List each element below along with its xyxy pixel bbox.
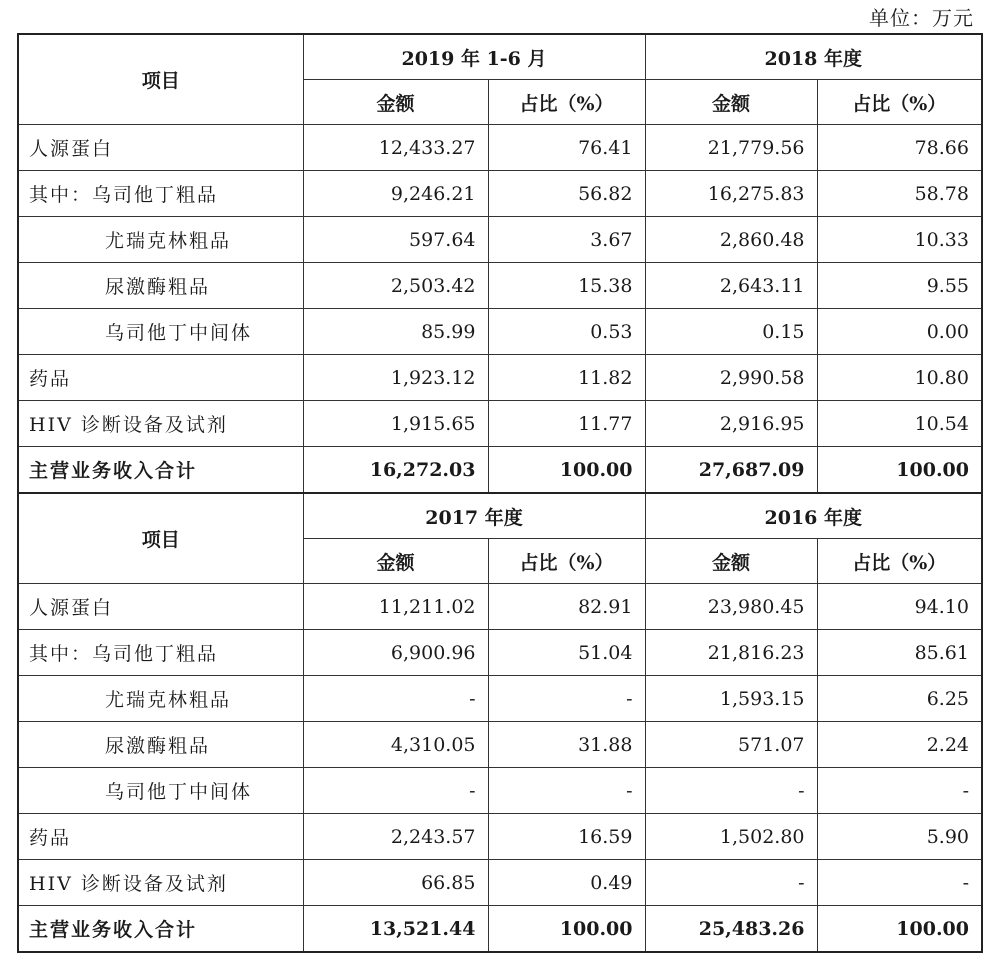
item-header: 项目	[18, 34, 303, 125]
table-row	[18, 171, 982, 217]
row-label: 尤瑞克林粗品	[18, 676, 303, 722]
table-row	[18, 630, 982, 676]
amount-header: 金额	[645, 539, 817, 584]
amount-cell: 21,816.23	[645, 630, 817, 676]
ratio-cell: 10.33	[817, 217, 982, 263]
row-label: 尿激酶粗品	[18, 722, 303, 768]
amount-cell: 1,915.65	[303, 401, 488, 447]
amount-cell: 13,521.44	[303, 906, 488, 953]
table-row	[18, 125, 982, 171]
ratio-cell: 2.24	[817, 722, 982, 768]
amount-cell: 4,310.05	[303, 722, 488, 768]
row-label: 其中：乌司他丁粗品	[18, 171, 303, 217]
ratio-cell: 0.49	[488, 860, 645, 906]
ratio-cell: 100.00	[488, 906, 645, 953]
period-header: 2019 年 1-6 月	[303, 34, 645, 80]
amount-cell: 12,433.27	[303, 125, 488, 171]
row-label: HIV 诊断设备及试剂	[18, 860, 303, 906]
row-label: 乌司他丁中间体	[18, 768, 303, 814]
row-label: 主营业务收入合计	[18, 906, 303, 953]
amount-cell: 27,687.09	[645, 447, 817, 494]
amount-cell: 25,483.26	[645, 906, 817, 953]
ratio-cell: 100.00	[488, 447, 645, 494]
ratio-cell: 56.82	[488, 171, 645, 217]
item-header: 项目	[18, 493, 303, 584]
row-label: 药品	[18, 355, 303, 401]
ratio-cell: -	[488, 676, 645, 722]
amount-cell: -	[645, 768, 817, 814]
amount-cell: 11,211.02	[303, 584, 488, 630]
ratio-cell: 9.55	[817, 263, 982, 309]
amount-cell: 571.07	[645, 722, 817, 768]
header-row-periods	[18, 34, 982, 80]
ratio-cell: 51.04	[488, 630, 645, 676]
row-label: 药品	[18, 814, 303, 860]
ratio-cell: 11.82	[488, 355, 645, 401]
amount-cell: 2,990.58	[645, 355, 817, 401]
amount-cell: 1,923.12	[303, 355, 488, 401]
ratio-cell: 10.54	[817, 401, 982, 447]
row-label: HIV 诊断设备及试剂	[18, 401, 303, 447]
amount-cell: 16,275.83	[645, 171, 817, 217]
ratio-cell: -	[817, 768, 982, 814]
amount-header: 金额	[303, 80, 488, 125]
table-row	[18, 263, 982, 309]
amount-cell: 9,246.21	[303, 171, 488, 217]
table-row	[18, 814, 982, 860]
table-row	[18, 860, 982, 906]
ratio-cell: 5.90	[817, 814, 982, 860]
ratio-cell: 0.00	[817, 309, 982, 355]
header-row-periods	[18, 493, 982, 539]
period-header: 2017 年度	[303, 493, 645, 539]
ratio-header: 占比（%）	[488, 80, 645, 125]
amount-cell: 2,860.48	[645, 217, 817, 263]
ratio-cell: 3.67	[488, 217, 645, 263]
amount-cell: 23,980.45	[645, 584, 817, 630]
amount-header: 金额	[645, 80, 817, 125]
period-header: 2016 年度	[645, 493, 982, 539]
ratio-cell: 85.61	[817, 630, 982, 676]
ratio-cell: 78.66	[817, 125, 982, 171]
table-row	[18, 768, 982, 814]
amount-cell: 16,272.03	[303, 447, 488, 494]
amount-cell: -	[303, 676, 488, 722]
ratio-cell: 0.53	[488, 309, 645, 355]
amount-cell: 21,779.56	[645, 125, 817, 171]
amount-cell: 1,502.80	[645, 814, 817, 860]
ratio-cell: 6.25	[817, 676, 982, 722]
revenue-table	[17, 33, 983, 953]
row-label: 乌司他丁中间体	[18, 309, 303, 355]
amount-header: 金额	[303, 539, 488, 584]
row-label: 主营业务收入合计	[18, 447, 303, 494]
ratio-cell: 100.00	[817, 906, 982, 953]
amount-cell: 2,243.57	[303, 814, 488, 860]
ratio-cell: 94.10	[817, 584, 982, 630]
row-label: 尿激酶粗品	[18, 263, 303, 309]
row-label: 人源蛋白	[18, 125, 303, 171]
row-label: 人源蛋白	[18, 584, 303, 630]
amount-cell: 2,916.95	[645, 401, 817, 447]
ratio-cell: 100.00	[817, 447, 982, 494]
ratio-cell: 76.41	[488, 125, 645, 171]
ratio-header: 占比（%）	[817, 80, 982, 125]
ratio-cell: 31.88	[488, 722, 645, 768]
amount-cell: 0.15	[645, 309, 817, 355]
amount-cell: 597.64	[303, 217, 488, 263]
amount-cell: -	[645, 860, 817, 906]
amount-cell: 85.99	[303, 309, 488, 355]
amount-cell: -	[303, 768, 488, 814]
row-label: 尤瑞克林粗品	[18, 217, 303, 263]
row-label: 其中：乌司他丁粗品	[18, 630, 303, 676]
ratio-cell: -	[817, 860, 982, 906]
table-row	[18, 676, 982, 722]
table-row	[18, 309, 982, 355]
table-row	[18, 217, 982, 263]
ratio-cell: 15.38	[488, 263, 645, 309]
unit-label: 单位：万元	[869, 6, 974, 30]
amount-cell: 66.85	[303, 860, 488, 906]
ratio-cell: -	[488, 768, 645, 814]
ratio-cell: 10.80	[817, 355, 982, 401]
table-row	[18, 401, 982, 447]
amount-cell: 6,900.96	[303, 630, 488, 676]
total-row	[18, 447, 982, 494]
table-row	[18, 722, 982, 768]
amount-cell: 2,643.11	[645, 263, 817, 309]
amount-cell: 1,593.15	[645, 676, 817, 722]
ratio-cell: 16.59	[488, 814, 645, 860]
table-row	[18, 355, 982, 401]
ratio-header: 占比（%）	[488, 539, 645, 584]
period-header: 2018 年度	[645, 34, 982, 80]
ratio-header: 占比（%）	[817, 539, 982, 584]
table-row	[18, 584, 982, 630]
ratio-cell: 58.78	[817, 171, 982, 217]
ratio-cell: 82.91	[488, 584, 645, 630]
ratio-cell: 11.77	[488, 401, 645, 447]
amount-cell: 2,503.42	[303, 263, 488, 309]
